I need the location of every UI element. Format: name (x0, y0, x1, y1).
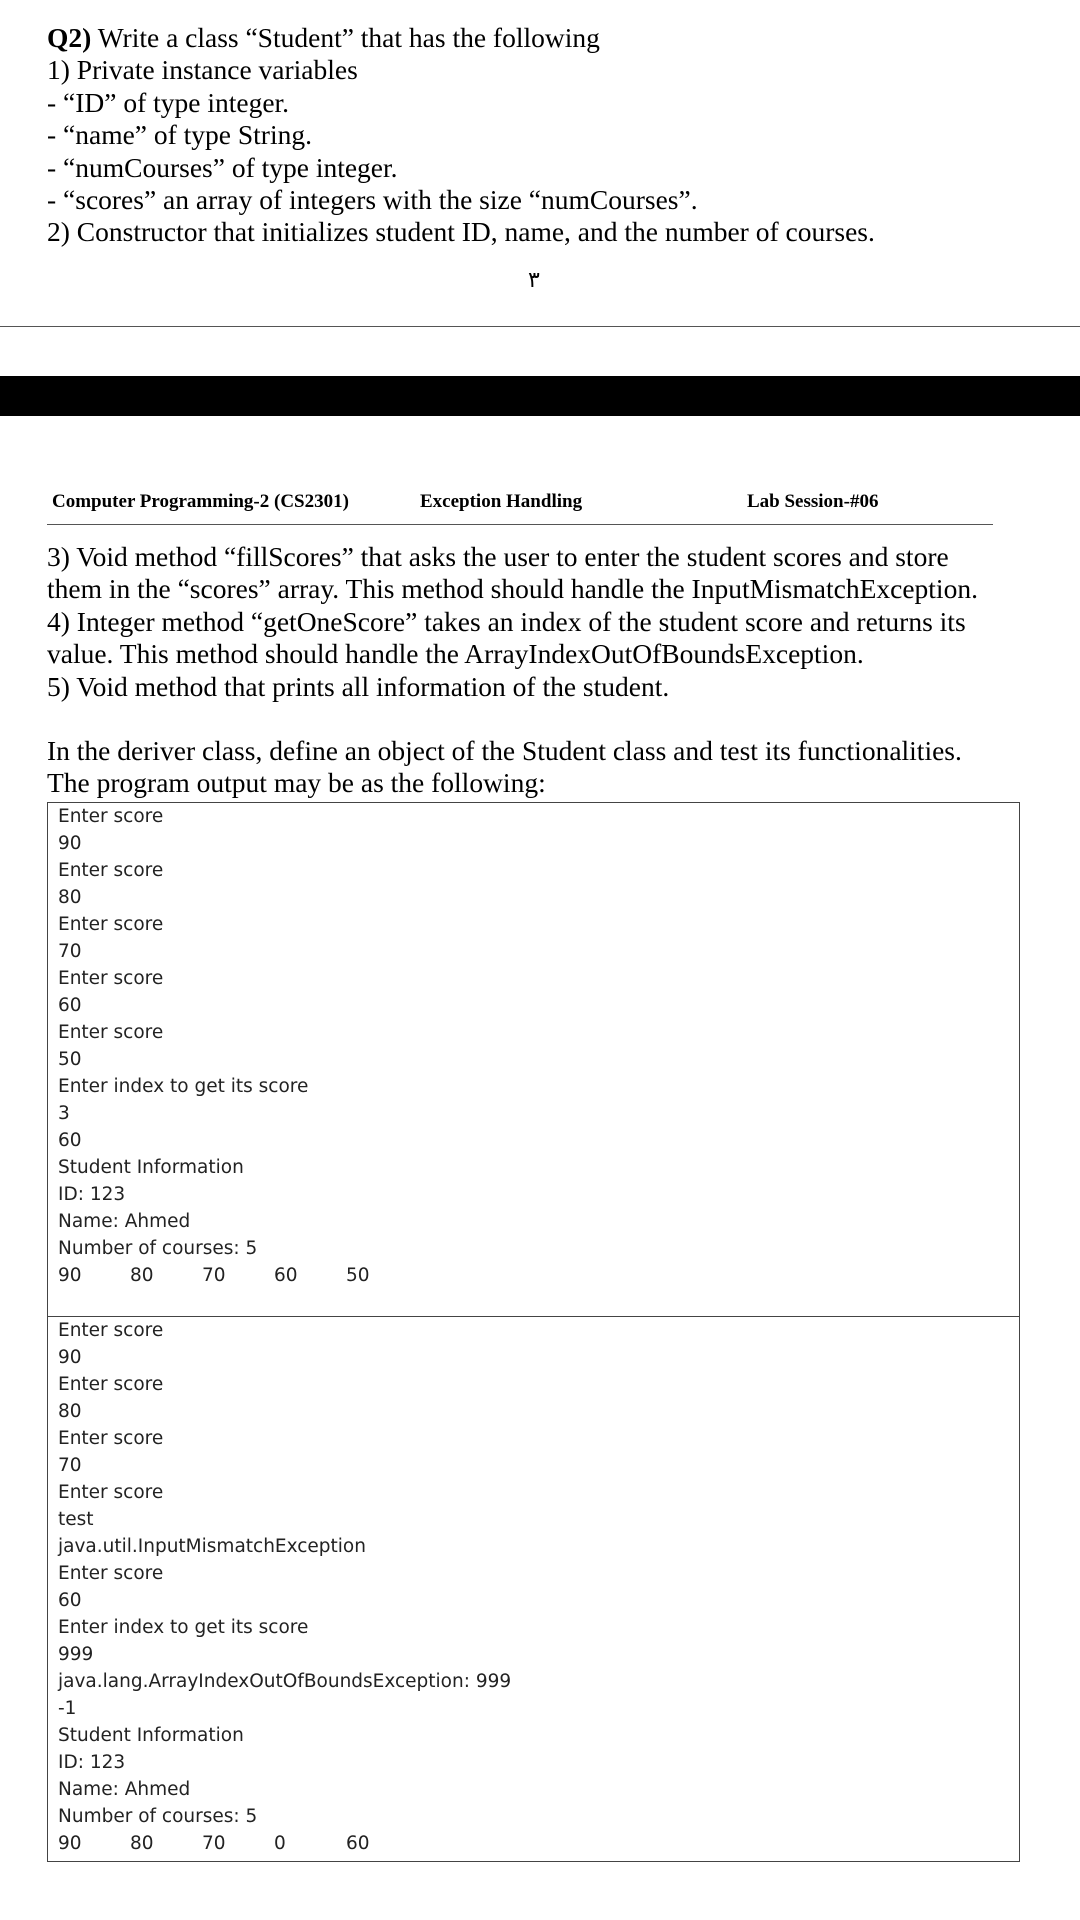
sample-output-2 (47, 1316, 1020, 1862)
output-line: 50 (58, 1049, 82, 1070)
output-line: Name: Ahmed (58, 1779, 191, 1800)
output-line: Enter score (58, 806, 164, 827)
q2-line: 1) Private instance variables (47, 54, 358, 86)
deriver-instructions (47, 735, 1067, 800)
score-value: 80 (130, 1265, 154, 1286)
output-line: Enter score (58, 1482, 164, 1503)
requirement-line: 4) Integer method “getOneScore” takes an index of the student score and returns its (47, 605, 966, 637)
output-line: Enter score (58, 1022, 164, 1043)
output-line: Student Information (58, 1157, 244, 1178)
output-line: Enter score (58, 1320, 164, 1341)
score-value: 70 (202, 1833, 226, 1854)
output-line: Student Information (58, 1725, 244, 1746)
q2-heading (47, 22, 1047, 54)
output-line: Enter index to get its score (58, 1617, 309, 1638)
q2-line: - “numCourses” of type integer. (47, 151, 398, 183)
output-line: ID: 123 (58, 1184, 126, 1205)
output-line: 90 (58, 833, 82, 854)
output-line: Enter index to get its score (58, 1076, 309, 1097)
output-line: 60 (58, 1590, 82, 1611)
page-divider (0, 326, 1080, 327)
output-line: 80 (58, 1401, 82, 1422)
output-line: 3 (58, 1103, 70, 1124)
output-line: java.lang.ArrayIndexOutOfBoundsException: 999 (58, 1671, 512, 1692)
output-line: Number of courses: 5 (58, 1806, 258, 1827)
score-value: 60 (346, 1833, 370, 1854)
q2-line: - “scores” an array of integers with the size “numCourses”. (47, 184, 698, 216)
requirement-line: 5) Void method that prints all information of the student. (47, 670, 670, 702)
score-value: 80 (130, 1833, 154, 1854)
requirement-line: 3) Void method “fillScores” that asks the user to enter the student scores and store (47, 541, 949, 572)
q2-label: Q2) (47, 22, 92, 53)
output-line: java.util.InputMismatchException (58, 1536, 366, 1557)
output-line: -1 (58, 1698, 77, 1719)
output-line: 60 (58, 995, 82, 1016)
header-topic: Exception Handling (420, 491, 583, 512)
header-rule (47, 524, 993, 525)
score-value: 50 (346, 1265, 370, 1286)
q2-intro: Write a class “Student” that has the following (91, 22, 600, 53)
output-line: 90 (58, 1347, 82, 1368)
output-line: 70 (58, 941, 82, 962)
output-line: Enter score (58, 860, 164, 881)
q2-line: - “name” of type String. (47, 119, 312, 151)
output-line: Enter score (58, 968, 164, 989)
output-line: 80 (58, 887, 82, 908)
output-line: 60 (58, 1130, 82, 1151)
output-line: Name: Ahmed (58, 1211, 191, 1232)
output-line: 999 (58, 1644, 94, 1665)
page-gap-bar (0, 376, 1080, 416)
sample-output-1 (47, 802, 1020, 1317)
score-value: 0 (274, 1833, 286, 1854)
header-session: Lab Session-#06 (747, 491, 879, 512)
q2-section (47, 22, 1047, 249)
output-line: ID: 123 (58, 1752, 126, 1773)
output-line: Number of courses: 5 (58, 1238, 258, 1259)
q2-line: - “ID” of type integer. (47, 86, 290, 118)
q2-line: 2) Constructor that initializes student ID, name, and the number of courses. (47, 216, 875, 248)
output-line: Enter score (58, 914, 164, 935)
header-course: Computer Programming-2 (CS2301) (52, 491, 349, 512)
deriver-line: In the deriver class, define an object of the Student class and test its functionalities. (47, 735, 962, 766)
deriver-line: The program output may be as the following: (47, 767, 546, 799)
score-value: 90 (58, 1265, 82, 1286)
page-number: ٣ (528, 268, 540, 293)
output-line: Enter score (58, 1428, 164, 1449)
score-value: 70 (202, 1265, 226, 1286)
output-line: Enter score (58, 1374, 164, 1395)
score-value: 90 (58, 1833, 82, 1854)
output-line: test (58, 1509, 94, 1530)
requirements-continued (47, 541, 1067, 703)
requirement-line: value. This method should handle the ArrayIndexOutOfBoundsException. (47, 638, 864, 670)
requirement-line: them in the “scores” array. This method should handle the InputMismatchException. (47, 573, 978, 605)
output-line: 70 (58, 1455, 82, 1476)
score-value: 60 (274, 1265, 298, 1286)
output-line: Enter score (58, 1563, 164, 1584)
